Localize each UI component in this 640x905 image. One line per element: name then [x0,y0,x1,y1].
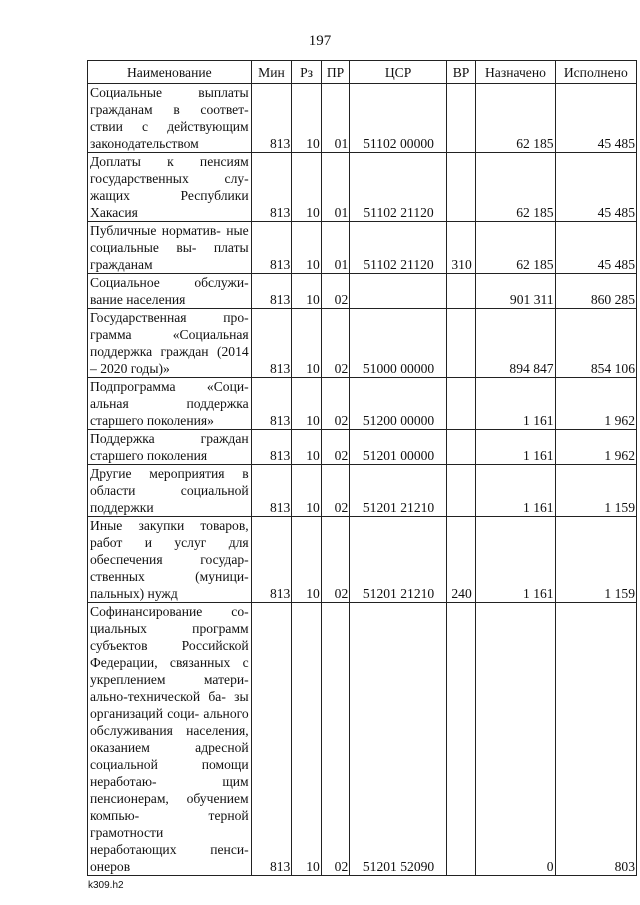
cell-assigned: 1 161 [476,465,555,517]
cell-rz: 10 [292,603,321,876]
cell-vr: 310 [446,222,475,274]
cell-name: Социальное обслужи- вание населения [88,274,252,309]
cell-pr: 02 [321,378,349,430]
cell-csr: 51200 00000 [350,378,447,430]
cell-pr: 02 [321,603,349,876]
cell-min: 813 [251,84,292,153]
cell-assigned: 62 185 [476,153,555,222]
cell-assigned: 901 311 [476,274,555,309]
col-header-vr: ВР [446,61,475,84]
cell-csr: 51102 21120 [350,222,447,274]
cell-vr [446,465,475,517]
cell-executed: 854 106 [555,309,636,378]
cell-name: Социальные выплаты гражданам в соответ- ствии с действующим законодательством [88,84,252,153]
cell-executed: 1 159 [555,465,636,517]
cell-executed: 45 485 [555,153,636,222]
cell-pr: 02 [321,517,349,603]
cell-assigned: 62 185 [476,222,555,274]
cell-rz: 10 [292,84,321,153]
cell-rz: 10 [292,274,321,309]
cell-assigned: 0 [476,603,555,876]
cell-min: 813 [251,517,292,603]
cell-vr [446,378,475,430]
cell-vr [446,84,475,153]
cell-csr: 51102 21120 [350,153,447,222]
cell-pr: 02 [321,465,349,517]
cell-executed: 45 485 [555,84,636,153]
table-row [88,517,637,603]
table-row [88,430,637,465]
cell-rz: 10 [292,378,321,430]
cell-assigned: 1 161 [476,430,555,465]
table-row [88,222,637,274]
cell-pr: 02 [321,430,349,465]
footer-code: k309.h2 [88,880,124,891]
page-number: 197 [308,33,332,49]
cell-csr: 51201 21210 [350,465,447,517]
cell-min: 813 [251,465,292,517]
cell-executed: 803 [555,603,636,876]
col-header-min: Мин [251,61,292,84]
cell-assigned: 1 161 [476,517,555,603]
cell-name: Государственная про- грамма «Социальная поддержка граждан (2014 – 2020 годы)» [88,309,252,378]
cell-min: 813 [251,309,292,378]
table-row [88,378,637,430]
col-header-pr: ПР [321,61,349,84]
cell-vr [446,274,475,309]
cell-min: 813 [251,153,292,222]
cell-vr [446,603,475,876]
cell-min: 813 [251,430,292,465]
cell-name: Подпрограмма «Соци- альная поддержка старшего поколения» [88,378,252,430]
cell-csr: 51000 00000 [350,309,447,378]
cell-rz: 10 [292,465,321,517]
cell-rz: 10 [292,430,321,465]
cell-csr: 51102 00000 [350,84,447,153]
cell-vr [446,153,475,222]
table-row [88,153,637,222]
table-row [88,274,637,309]
cell-name: Публичные норматив- ные социальные вы- платы гражданам [88,222,252,274]
table-row [88,309,637,378]
col-header-csr: ЦСР [350,61,447,84]
cell-assigned: 62 185 [476,84,555,153]
cell-name: Софинансирование со- циальных программ субъектов Российской Федерации, связанных с укреплением матери- ально-технической ба- зы организаций соци- ального обслуживания населения, оказанием адресной социальной помощи неработаю- щим пенсионерам, обучением компью- терной грамотности неработающих пенси- онеров [88,603,252,876]
col-header-name: Наименование [88,61,252,84]
cell-name: Другие мероприятия в области социальной поддержки [88,465,252,517]
cell-name: Иные закупки товаров, работ и услуг для обеспечения государ- ственных (муници- пальных) нужд [88,517,252,603]
cell-vr [446,309,475,378]
col-header-executed: Исполнено [555,61,636,84]
cell-executed: 1 962 [555,430,636,465]
cell-min: 813 [251,222,292,274]
cell-executed: 1 962 [555,378,636,430]
cell-rz: 10 [292,153,321,222]
budget-table [87,60,637,876]
cell-assigned: 894 847 [476,309,555,378]
cell-rz: 10 [292,222,321,274]
col-header-rz: Рз [292,61,321,84]
cell-vr [446,430,475,465]
cell-rz: 10 [292,517,321,603]
cell-assigned: 1 161 [476,378,555,430]
cell-executed: 45 485 [555,222,636,274]
cell-csr [350,274,447,309]
cell-pr: 01 [321,153,349,222]
cell-csr: 51201 21210 [350,517,447,603]
cell-executed: 1 159 [555,517,636,603]
cell-pr: 02 [321,309,349,378]
cell-executed: 860 285 [555,274,636,309]
cell-pr: 02 [321,274,349,309]
cell-vr: 240 [446,517,475,603]
table-row [88,465,637,517]
cell-pr: 01 [321,84,349,153]
cell-name: Доплаты к пенсиям государственных слу- жащих Республики Хакасия [88,153,252,222]
cell-min: 813 [251,378,292,430]
cell-min: 813 [251,603,292,876]
table-row [88,603,637,876]
col-header-assigned: Назначено [476,61,555,84]
table-header-row [88,61,637,84]
cell-rz: 10 [292,309,321,378]
cell-pr: 01 [321,222,349,274]
cell-min: 813 [251,274,292,309]
cell-csr: 51201 00000 [350,430,447,465]
cell-name: Поддержка граждан старшего поколения [88,430,252,465]
cell-csr: 51201 52090 [350,603,447,876]
table-row [88,84,637,153]
